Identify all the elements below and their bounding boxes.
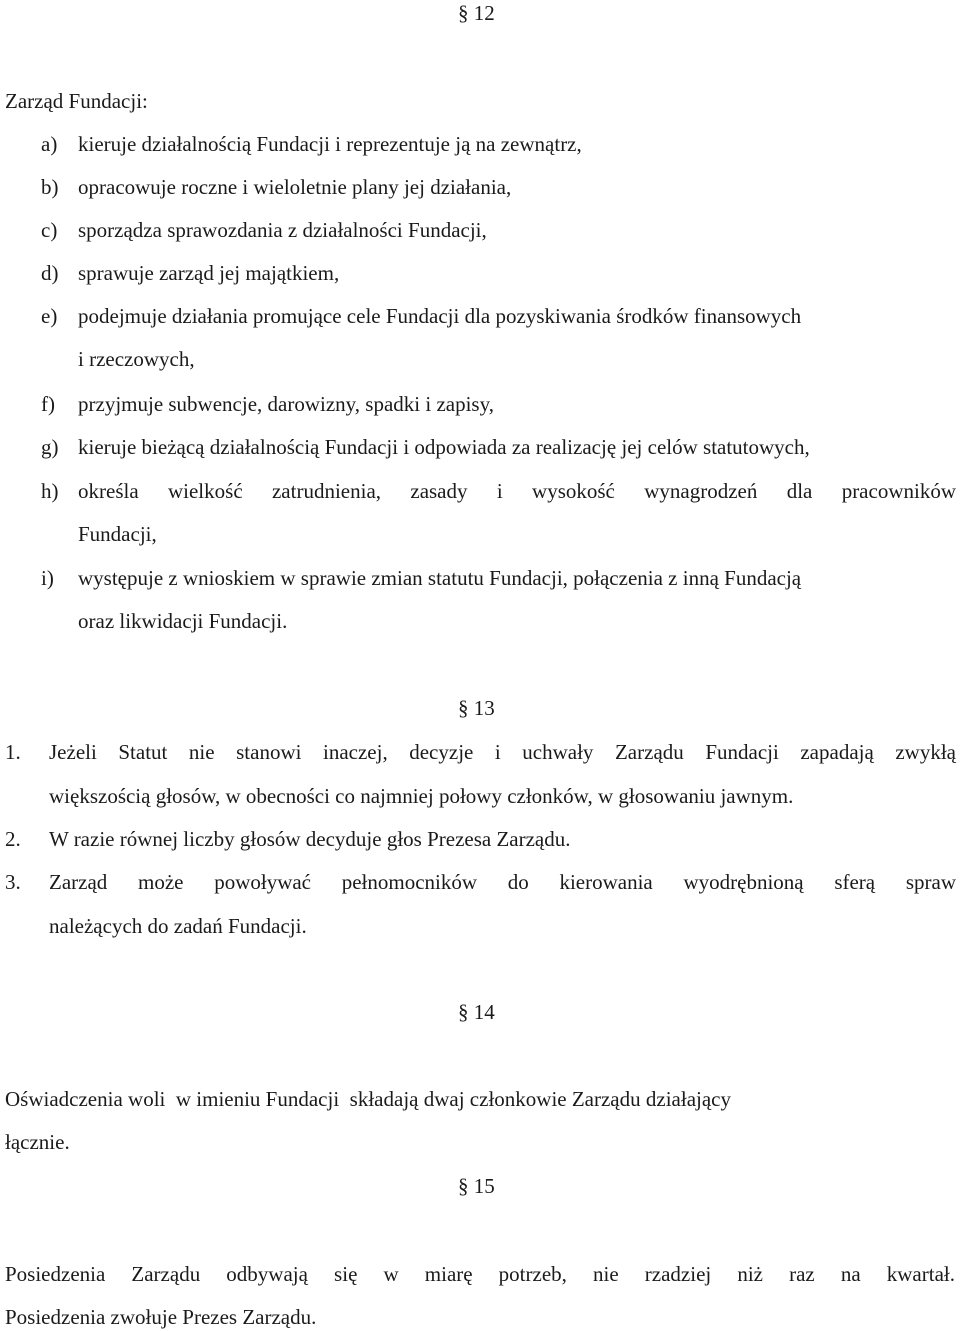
- list-item-text: sporządza sprawozdania z działalności Fundacji,: [78, 218, 487, 242]
- list-marker: h): [41, 479, 59, 503]
- list-marker: f): [41, 392, 55, 416]
- section-heading-15: § 15: [458, 1174, 495, 1198]
- list-item-text: sprawuje zarząd jej majątkiem,: [78, 261, 340, 285]
- list-item-text: kieruje działalnością Fundacji i reprezentuje ją na zewnątrz,: [78, 132, 582, 156]
- list-item-text: występuje z wnioskiem w sprawie zmian statutu Fundacji, połączenia z inną Fundacją: [78, 566, 802, 590]
- list-marker: 1.: [5, 740, 21, 764]
- section-heading-14: § 14: [458, 1000, 495, 1024]
- list-item-text-continued: należących do zadań Fundacji.: [49, 914, 307, 938]
- list-item-text: przyjmuje subwencje, darowizny, spadki i zapisy,: [78, 392, 494, 416]
- list-item-text: Zarząd może powoływać pełnomocników do kierowania wyodrębnioną sferą spraw: [49, 870, 956, 894]
- section-heading-12: § 12: [458, 1, 495, 25]
- list-item-text: określa wielkość zatrudnienia, zasady i wysokość wynagrodzeń dla pracowników: [78, 479, 956, 503]
- list-marker: b): [41, 175, 59, 199]
- list-item-text: kieruje bieżącą działalnością Fundacji i odpowiada za realizację jej celów statutowych,: [78, 435, 810, 459]
- list-item-text-continued: Fundacji,: [78, 522, 157, 546]
- list-item-text-continued: i rzeczowych,: [78, 347, 195, 371]
- list-marker: 2.: [5, 827, 21, 851]
- list-item-text: Jeżeli Statut nie stanowi inaczej, decyzje i uchwały Zarządu Fundacji zapadają zwykłą: [49, 740, 956, 764]
- paragraph-line: Oświadczenia woli w imieniu Fundacji składają dwaj członkowie Zarządu działający: [5, 1087, 731, 1111]
- section-heading-13: § 13: [458, 696, 495, 720]
- paragraph-line: łącznie.: [5, 1130, 70, 1154]
- paragraph-line: Posiedzenia zwołuje Prezes Zarządu.: [5, 1305, 317, 1329]
- list-marker: g): [41, 435, 59, 459]
- board-intro: Zarząd Fundacji:: [5, 89, 148, 113]
- list-marker: c): [41, 218, 58, 242]
- list-marker: e): [41, 304, 58, 328]
- list-item-text: podejmuje działania promujące cele Fundacji dla pozyskiwania środków finansowych: [78, 304, 802, 328]
- list-item-text-continued: większością głosów, w obecności co najmniej połowy członków, w głosowaniu jawnym.: [49, 784, 794, 808]
- list-marker: 3.: [5, 870, 21, 894]
- list-item-text: W razie równej liczby głosów decyduje głos Prezesa Zarządu.: [49, 827, 571, 851]
- list-marker: d): [41, 261, 59, 285]
- list-item-text: opracowuje roczne i wieloletnie plany jej działania,: [78, 175, 512, 199]
- paragraph-line: Posiedzenia Zarządu odbywają się w miarę potrzeb, nie rzadziej niż raz na kwartał.: [5, 1262, 955, 1286]
- list-marker: i): [41, 566, 54, 590]
- list-item-text-continued: oraz likwidacji Fundacji.: [78, 609, 288, 633]
- list-marker: a): [41, 132, 58, 156]
